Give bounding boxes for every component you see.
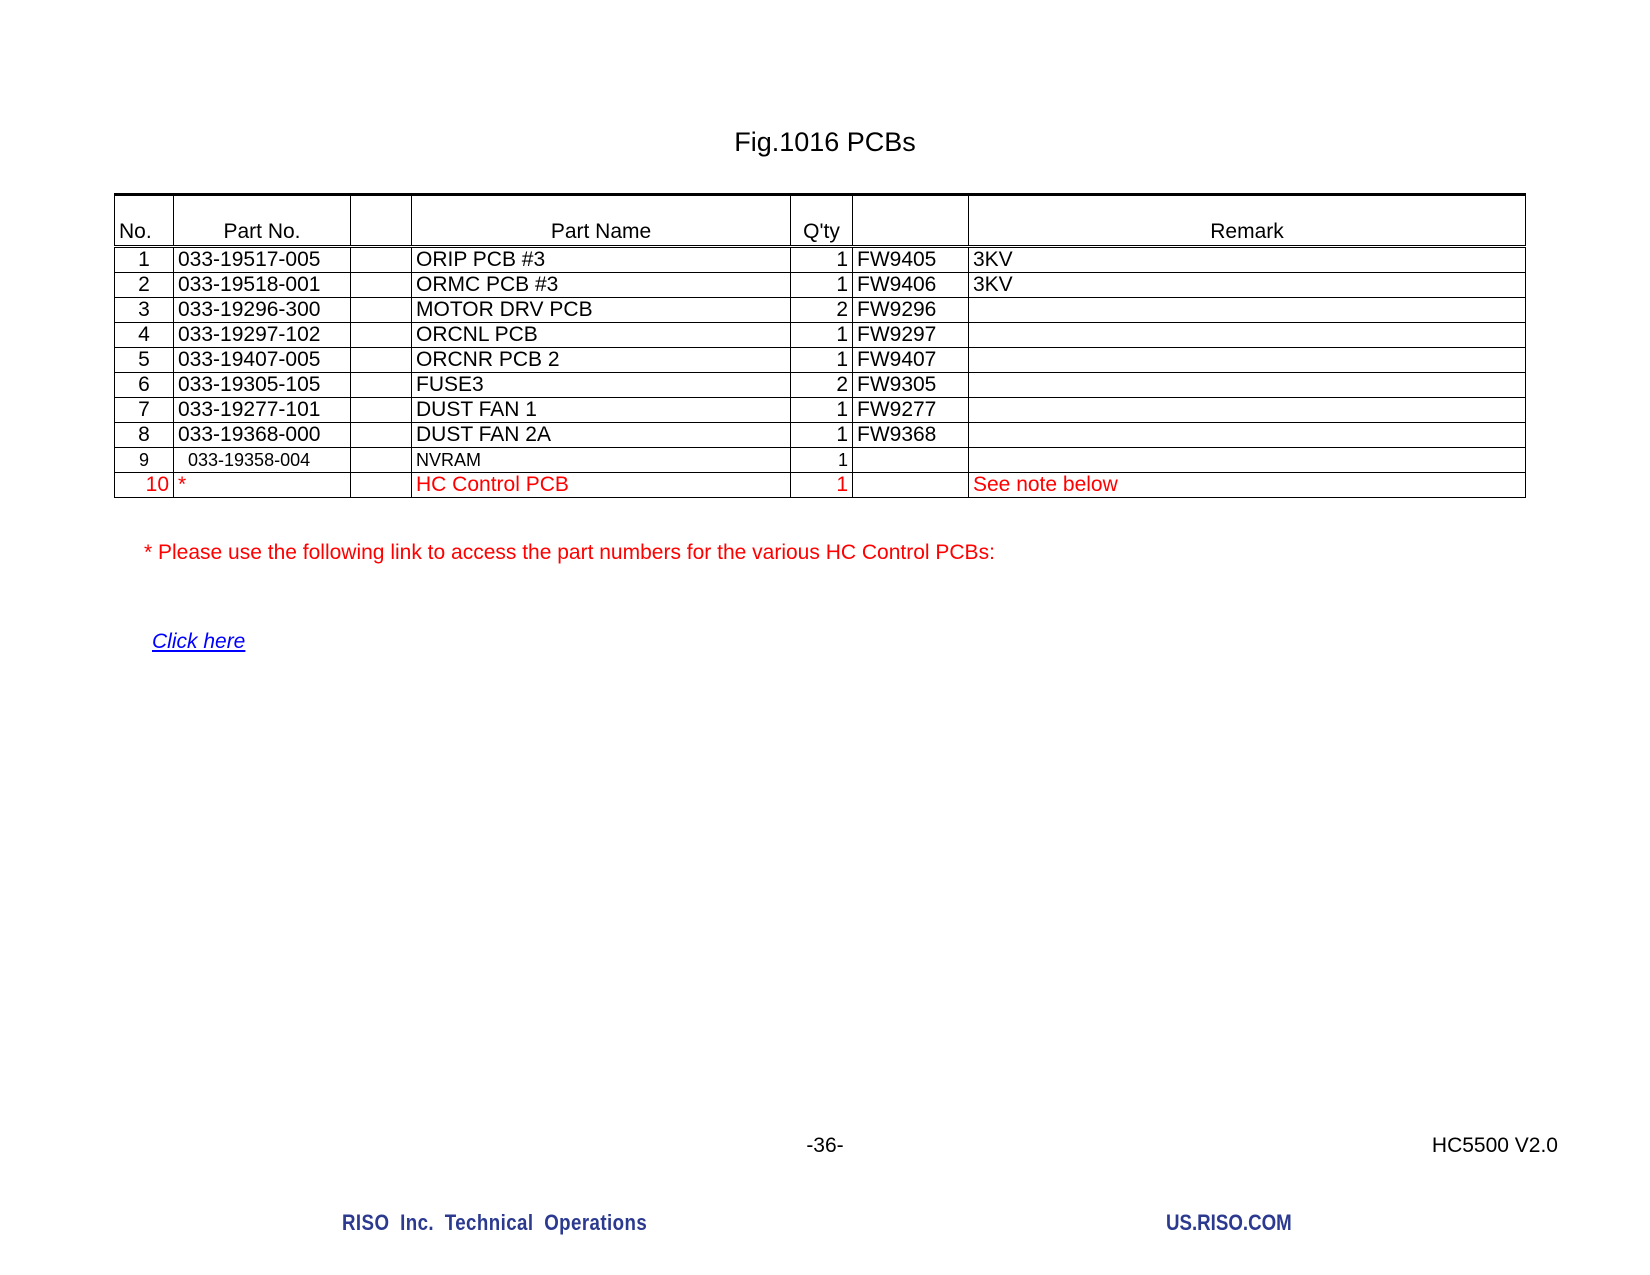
row-part-name: NVRAM: [412, 448, 791, 473]
row-code: FW9297: [853, 323, 969, 348]
row-qty: 1: [791, 247, 853, 273]
header-code: [853, 195, 969, 247]
row-part-no: 033-19297-102: [174, 323, 351, 348]
row-no: 8: [115, 423, 174, 448]
row-remark: See note below: [969, 473, 1526, 498]
row-no: 4: [115, 323, 174, 348]
table-row: [115, 323, 1526, 348]
row-part-no: 033-19407-005: [174, 348, 351, 373]
table-row: [115, 348, 1526, 373]
header-qty: Q'ty: [791, 195, 853, 247]
row-part-no: *: [174, 473, 351, 498]
table-row: [115, 423, 1526, 448]
row-no: 9: [115, 448, 174, 473]
row-code: FW9296: [853, 298, 969, 323]
page-title: Fig.1016 PCBs: [734, 127, 916, 157]
row-part-name: MOTOR DRV PCB: [412, 298, 791, 323]
row-qty: 1: [791, 323, 853, 348]
row-part-name: FUSE3: [412, 373, 791, 398]
row-no: 6: [115, 373, 174, 398]
row-part-no: 033-19358-004: [174, 448, 351, 473]
table-row: [115, 298, 1526, 323]
row-qty: 1: [791, 448, 853, 473]
row-qty: 1: [791, 348, 853, 373]
row-remark: [969, 323, 1526, 348]
row-part-name: DUST FAN 2A: [412, 423, 791, 448]
row-part-name: HC Control PCB: [412, 473, 791, 498]
table-row: [115, 273, 1526, 298]
row-remark: [969, 298, 1526, 323]
row-blank: [351, 273, 412, 298]
row-remark: [969, 448, 1526, 473]
table-row: [115, 473, 1526, 498]
row-qty: 1: [791, 473, 853, 498]
header-blank: [351, 195, 412, 247]
header-remark: Remark: [969, 195, 1526, 247]
table-row: [115, 247, 1526, 273]
header-no: No.: [115, 195, 174, 247]
header-part-name: Part Name: [412, 195, 791, 247]
row-part-no: 033-19517-005: [174, 247, 351, 273]
row-part-name: ORMC PCB #3: [412, 273, 791, 298]
row-blank: [351, 473, 412, 498]
page-number: -36-: [806, 1134, 844, 1157]
row-remark: [969, 348, 1526, 373]
row-code: FW9368: [853, 423, 969, 448]
row-no: 10: [115, 473, 174, 498]
row-blank: [351, 398, 412, 423]
row-code: [853, 473, 969, 498]
row-blank: [351, 448, 412, 473]
row-part-no: 033-19296-300: [174, 298, 351, 323]
row-blank: [351, 423, 412, 448]
row-part-name: ORCNR PCB 2: [412, 348, 791, 373]
row-no: 7: [115, 398, 174, 423]
table-header-row: [115, 195, 1526, 247]
row-no: 5: [115, 348, 174, 373]
row-code: FW9407: [853, 348, 969, 373]
row-part-name: DUST FAN 1: [412, 398, 791, 423]
row-qty: 1: [791, 398, 853, 423]
row-qty: 1: [791, 423, 853, 448]
row-remark: [969, 373, 1526, 398]
row-code: FW9305: [853, 373, 969, 398]
footer-company: RISO Inc. Technical Operations: [342, 1210, 648, 1235]
row-qty: 2: [791, 373, 853, 398]
row-code: [853, 448, 969, 473]
footer-website: US.RISO.COM: [1166, 1210, 1292, 1235]
row-code: FW9277: [853, 398, 969, 423]
row-blank: [351, 298, 412, 323]
row-part-no: 033-19277-101: [174, 398, 351, 423]
table-row: [115, 448, 1526, 473]
row-no: 3: [115, 298, 174, 323]
row-no: 2: [115, 273, 174, 298]
row-blank: [351, 323, 412, 348]
row-blank: [351, 247, 412, 273]
header-part-no: Part No.: [174, 195, 351, 247]
row-no: 1: [115, 247, 174, 273]
row-part-no: 033-19305-105: [174, 373, 351, 398]
table-row: [115, 398, 1526, 423]
row-remark: [969, 423, 1526, 448]
row-qty: 2: [791, 298, 853, 323]
row-remark: 3KV: [969, 273, 1526, 298]
row-blank: [351, 348, 412, 373]
row-remark: [969, 398, 1526, 423]
row-code: FW9406: [853, 273, 969, 298]
model-version: HC5500 V2.0: [1431, 1134, 1558, 1157]
row-part-no: 033-19368-000: [174, 423, 351, 448]
row-part-no: 033-19518-001: [174, 273, 351, 298]
row-part-name: ORCNL PCB: [412, 323, 791, 348]
click-here-link[interactable]: Click here: [152, 630, 246, 653]
row-remark: 3KV: [969, 247, 1526, 273]
parts-table: [114, 193, 1526, 498]
hc-control-note: * Please use the following link to access the part numbers for the various HC Control PCBs:: [144, 541, 995, 564]
table-row: [115, 373, 1526, 398]
row-part-name: ORIP PCB #3: [412, 247, 791, 273]
row-qty: 1: [791, 273, 853, 298]
row-code: FW9405: [853, 247, 969, 273]
row-blank: [351, 373, 412, 398]
